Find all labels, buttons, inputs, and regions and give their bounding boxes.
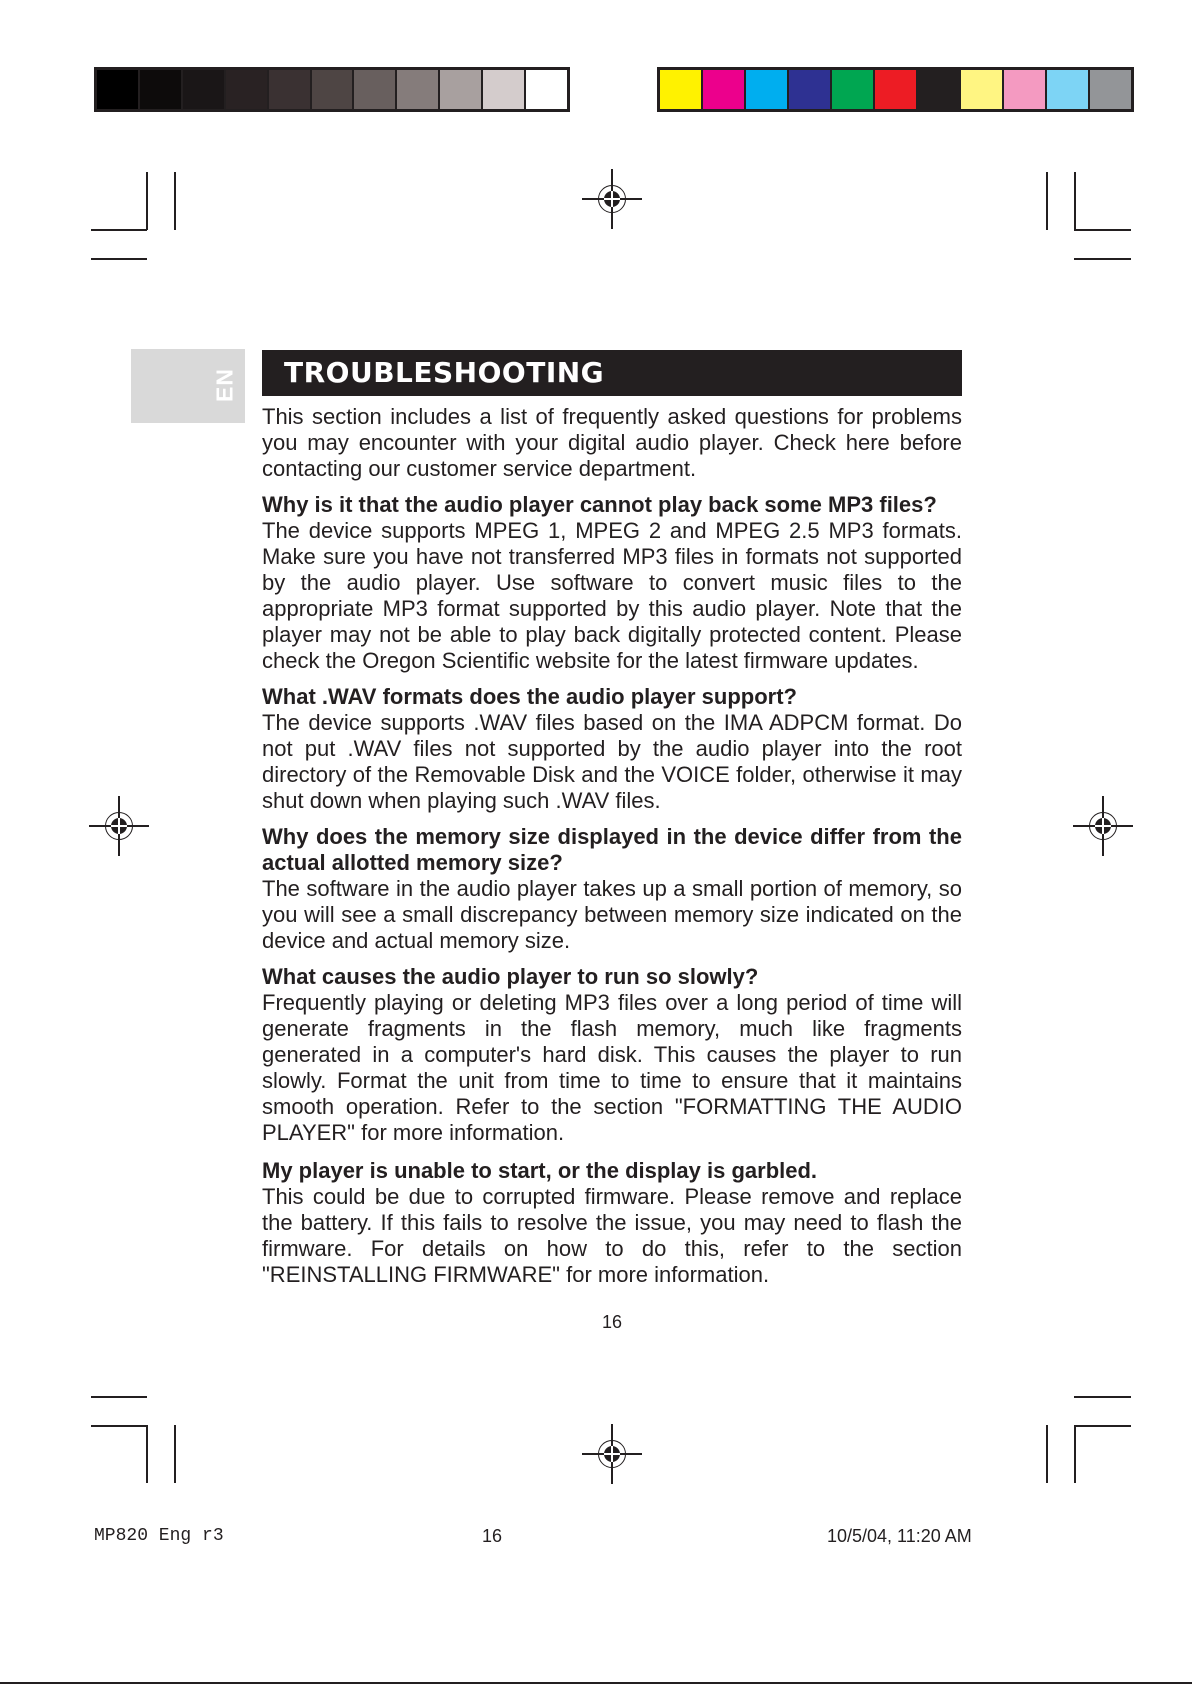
faq-question: Why does the memory size displayed in the device differ from the actual allotted memory size? — [262, 824, 962, 875]
faq-answer: This could be due to corrupted firmware. Please remove and replace the battery. If this fails to resolve the issue, you may need to flash the firmware. For details on how to do this, refer to the section "REINSTALLING FIRMWARE" for more information. — [262, 1184, 962, 1287]
gray-swatch — [526, 70, 567, 109]
color-swatch — [875, 70, 918, 109]
faq-question: Why is it that the audio player cannot play back some MP3 files? — [262, 492, 937, 517]
crop-mark — [174, 172, 176, 230]
crop-mark — [91, 258, 147, 260]
bottom-trim-line — [0, 1682, 1192, 1684]
crop-mark — [91, 1396, 147, 1398]
gray-swatch — [226, 70, 269, 109]
faq-answer: The device supports .WAV files based on the IMA ADPCM format. Do not put .WAV files not supported by the audio player into the root directory of the Removable Disk and the VOICE folder, otherwise it may shut down when playing such .WAV files. — [262, 710, 962, 813]
color-swatch — [1047, 70, 1090, 109]
registration-mark-icon — [1073, 796, 1133, 856]
registration-mark-icon — [582, 1424, 642, 1484]
color-swatch — [961, 70, 1004, 109]
faq-question: What .WAV formats does the audio player support? — [262, 684, 797, 709]
page-number: 16 — [601, 1312, 623, 1332]
gray-swatch — [140, 70, 183, 109]
crop-mark — [174, 1425, 176, 1483]
gray-swatch — [97, 70, 140, 109]
intro-paragraph: This section includes a list of frequently asked questions for problems you may encounter with your digital audio player. Check here before contacting our customer service department. — [262, 404, 962, 481]
faq-item — [262, 824, 962, 954]
gray-swatch — [269, 70, 312, 109]
faq-item — [262, 684, 962, 814]
gray-swatch — [483, 70, 526, 109]
color-swatch — [1004, 70, 1047, 109]
registration-mark-icon — [89, 796, 149, 856]
crop-mark — [91, 229, 147, 231]
crop-mark — [1074, 229, 1131, 231]
registration-mark-icon — [582, 169, 642, 229]
crop-mark — [1074, 258, 1131, 260]
faq-answer: The software in the audio player takes up a small portion of memory, so you will see a small discrepancy between memory size indicated on the device and actual memory size. — [262, 876, 962, 953]
color-swatch — [1090, 70, 1131, 109]
color-swatch — [918, 70, 961, 109]
color-swatch — [832, 70, 875, 109]
gray-swatch — [354, 70, 397, 109]
color-swatch — [746, 70, 789, 109]
gray-swatch — [312, 70, 355, 109]
crop-mark — [91, 1425, 147, 1427]
grayscale-bar — [94, 67, 570, 112]
gray-swatch — [397, 70, 440, 109]
crop-mark — [1074, 1396, 1131, 1398]
crop-mark — [1074, 1425, 1131, 1427]
slug-filename: MP820 Eng r3 — [94, 1526, 224, 1546]
crop-mark — [1046, 1425, 1048, 1483]
crop-mark — [146, 1425, 148, 1483]
color-bar — [657, 67, 1134, 112]
faq-answer: The device supports MPEG 1, MPEG 2 and MPEG 2.5 MP3 formats. Make sure you have not transferred MP3 files in formats not supported by the audio player. Use software to convert music files to the appropriate MP3 format supported by this audio player. Note that the player may not be able to play back digitally protected content. Please check the Oregon Scientific website for the latest firmware updates. — [262, 518, 962, 673]
crop-mark — [1074, 172, 1076, 230]
color-swatch — [789, 70, 832, 109]
color-swatch — [703, 70, 746, 109]
faq-question: What causes the audio player to run so slowly? — [262, 964, 759, 989]
crop-mark — [146, 172, 148, 230]
slug-page-number: 16 — [482, 1526, 503, 1546]
gray-swatch — [440, 70, 483, 109]
faq-answer: Frequently playing or deleting MP3 files over a long period of time will generate fragments in the flash memory, much like fragments generated in a computer's hard disk. This causes the player to run slowly. Format the unit from time to time to ensure that it maintains smooth operation. Refer to the section "FORMATTING THE AUDIO PLAYER" for more information. — [262, 990, 962, 1145]
troubleshooting-content — [262, 404, 962, 1298]
faq-item — [262, 1158, 962, 1288]
faq-item — [262, 492, 962, 674]
slug-datetime: 10/5/04, 11:20 AM — [827, 1526, 972, 1546]
faq-item — [262, 964, 962, 1146]
language-tab-label: EN — [211, 368, 238, 402]
gray-swatch — [183, 70, 226, 109]
color-swatch — [660, 70, 703, 109]
section-title: TROUBLESHOOTING — [262, 350, 962, 396]
crop-mark — [1046, 172, 1048, 230]
crop-mark — [1074, 1425, 1076, 1483]
faq-question: My player is unable to start, or the display is garbled. — [262, 1158, 818, 1183]
